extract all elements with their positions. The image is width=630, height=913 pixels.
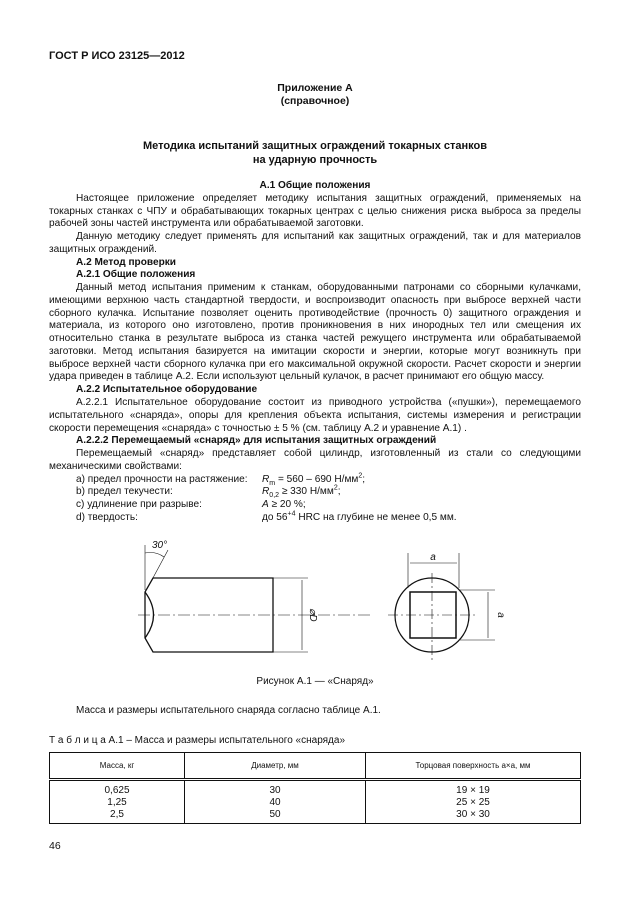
subscript: 0,2 (269, 492, 280, 500)
paragraph: Данный метод испытания применим к станкам, оборудованными патронами со сборными кулачками, имеющими верхнюю часть стандартной твердости, и воспроизводит опасность при выбросе верхней части сборного кулачка. Испытание позволяет оценить противодействие (прочность 0) защитного ограждения и материала, из которого оно изготовлено, против проникновения в них инородных тел или смещения их относительно станка в результате выброса из станка частей режущего инструмента или обрабатываемой заготовки. Метод испытания базируется на имитации скорости и энергии, которые могут возникнуть при выбросе верхней части сборного кулачка при его максимальной окружной скорости. Расчет скорости и энергии удара приведен в таблице А.2. Если используют цельный кулачок, в расчет принимают его общую массу. (49, 282, 581, 383)
property-value (262, 486, 341, 499)
projectile-drawing (120, 525, 520, 670)
projectile-table (49, 752, 581, 824)
tail: ; (337, 486, 341, 498)
diameter-label: ⌀D (307, 608, 318, 622)
cell-value: 40 (269, 797, 281, 808)
table-caption: Т а б л и ц а А.1 – Масса и размеры испытательного «снаряда» (49, 735, 346, 746)
cell-value: 30 × 30 (456, 809, 490, 820)
table-reference-note: Масса и размеры испытательного снаряда согласно таблице А.1. (76, 705, 381, 716)
superscript: 2 (358, 472, 363, 480)
heading-a21: А.2.1 Общие положения (76, 269, 196, 281)
property-value (262, 499, 306, 512)
cell-value: 30 (269, 785, 281, 796)
tail: HRC на глубине не менее 0,5 мм. (295, 511, 457, 523)
property-item (49, 512, 581, 525)
column-header: Масса, кг (50, 753, 185, 780)
annex-type: (справочное) (280, 95, 350, 107)
page-number: 46 (49, 840, 61, 852)
body-text (49, 180, 581, 525)
superscript: 2 (333, 485, 338, 493)
tail: ; (362, 473, 366, 485)
heading-a1: А.1 Общие положения (259, 180, 371, 191)
symbol: R (262, 473, 270, 485)
property-value (262, 474, 365, 487)
annex-title: Приложение А (277, 82, 353, 94)
table-row (50, 780, 581, 824)
document-title-line1: Методика испытаний защитных ограждений токарных станков (143, 140, 487, 152)
table-cell (366, 780, 581, 824)
heading-a2: А.2 Метод проверки (76, 256, 176, 268)
heading-a22: А.2.2 Испытательное оборудование (76, 384, 258, 396)
paragraph: Данную методику следует применять для испытаний как защитных ограждений, так и для материалов защитных ограждений. (49, 231, 581, 255)
symbol: R (262, 486, 270, 498)
cell-value: 1,25 (107, 797, 127, 808)
symbol: A (262, 499, 269, 511)
cell-value: 2,5 (110, 809, 124, 820)
angle-label: 30° (152, 540, 168, 551)
cylinder-side-view (138, 545, 370, 652)
cell-value: 19 × 19 (456, 785, 490, 796)
table-cell (50, 780, 185, 824)
property-label: d) твердость: (76, 511, 138, 523)
property-value (262, 512, 457, 525)
cell-value: 50 (269, 809, 281, 820)
property-item (49, 486, 581, 499)
property-label: b) предел текучести: (76, 486, 173, 498)
document-title-line2: на ударную прочность (252, 154, 378, 166)
table-cell (185, 780, 366, 824)
property-label: а) предел прочности на растяжение: (76, 473, 248, 485)
value: ≥ 330 Н/мм (279, 486, 334, 498)
cell-value: 0,625 (104, 785, 130, 796)
column-header: Торцовая поверхность a×a, мм (366, 753, 581, 780)
subscript: m (269, 479, 276, 487)
property-item (49, 474, 581, 487)
heading-a222: А.2.2.2 Перемещаемый «снаряд» для испытания защитных ограждений (76, 435, 437, 447)
paragraph: Настоящее приложение определяет методику испытания защитных ограждений, применяемых на токарных станках с ЧПУ и обрабатывающих токарных центрах с целью снижения риска выброса за пределы рабочей зоны частей инструмента или обрабатываемой заготовки. (49, 192, 581, 230)
paragraph: А.2.2.1 Испытательное оборудование состоит из приводного устройства («пушки»), перемещаемого испытательного «снаряда», опоры для крепления объекта испытания, системы измерения и регистрации скорости перемещения «снаряда» с точностью ± 5 % (см. таблицу А.2 и уравнение А.1) . (49, 397, 581, 434)
property-item (49, 499, 581, 512)
superscript: +4 (287, 510, 296, 518)
figure-caption: Рисунок А.1 — «Снаряд» (256, 676, 374, 687)
value: ≥ 20 %; (268, 499, 306, 511)
cell-value: 25 × 25 (456, 797, 490, 808)
table-header-row (50, 753, 581, 780)
end-view (388, 553, 495, 660)
value: до 56 (262, 511, 288, 523)
side-a-label-top: a (430, 552, 436, 563)
column-header: Диаметр, мм (185, 753, 366, 780)
value: = 560 – 690 Н/мм (275, 473, 359, 485)
standard-header: ГОСТ Р ИСО 23125—2012 (49, 50, 185, 62)
side-a-label-right: a (495, 612, 506, 618)
property-label: c) удлинение при разрыве: (76, 499, 202, 511)
paragraph: Перемещаемый «снаряд» представляет собой цилиндр, изготовленный из стали со следующими механическими свойствами: (49, 448, 581, 472)
